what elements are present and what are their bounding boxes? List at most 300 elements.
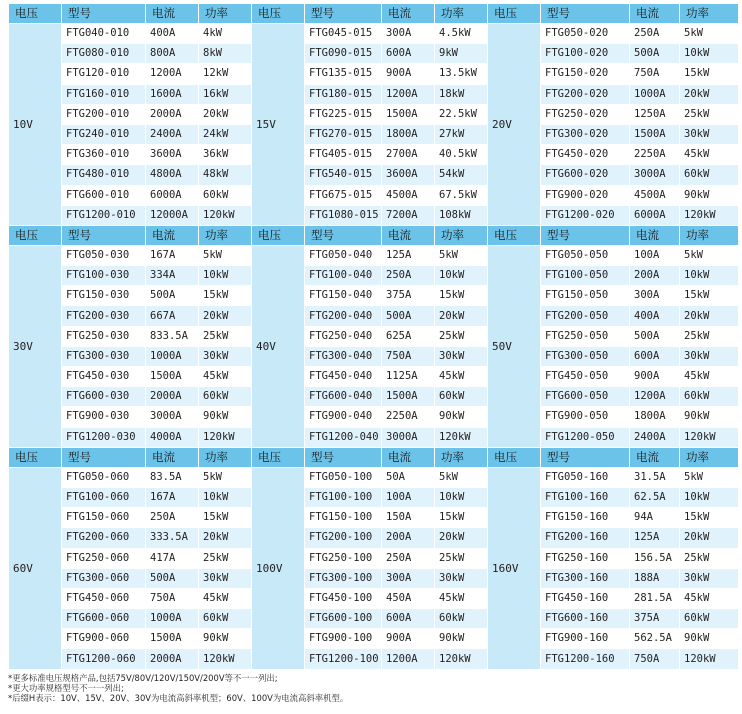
power-cell: 45kW	[680, 145, 739, 165]
current-header: 电流	[382, 225, 435, 245]
table-row	[9, 84, 739, 104]
power-cell: 24kW	[199, 124, 252, 144]
power-cell: 20kW	[199, 528, 252, 548]
power-cell: 45kW	[435, 367, 488, 387]
power-cell: 120kW	[435, 649, 488, 669]
model-cell: FTG600-040	[305, 387, 382, 407]
footnotes	[8, 673, 738, 704]
model-header: 型号	[305, 225, 382, 245]
power-cell: 20kW	[680, 306, 739, 326]
model-cell: FTG200-100	[305, 528, 382, 548]
header-row	[9, 4, 739, 24]
power-cell: 15kW	[435, 286, 488, 306]
voltage-cell: 10V	[9, 24, 62, 226]
spec-sheet	[8, 3, 738, 704]
power-header: 功率	[199, 447, 252, 467]
current-cell: 125A	[382, 245, 435, 265]
current-cell: 1250A	[630, 104, 680, 124]
power-cell: 20kW	[199, 104, 252, 124]
model-cell: FTG600-060	[62, 609, 146, 629]
current-cell: 250A	[630, 24, 680, 44]
header-row	[9, 225, 739, 245]
current-header: 电流	[382, 4, 435, 24]
current-cell: 250A	[382, 548, 435, 568]
model-cell: FTG1200-050	[541, 427, 630, 447]
table-row	[9, 588, 739, 608]
power-cell: 67.5kW	[435, 185, 488, 205]
model-cell: FTG050-040	[305, 245, 382, 265]
power-cell: 120kW	[435, 427, 488, 447]
power-cell: 10kW	[435, 266, 488, 286]
model-cell: FTG600-010	[62, 185, 146, 205]
model-cell: FTG450-040	[305, 367, 382, 387]
model-cell: FTG600-100	[305, 609, 382, 629]
current-cell: 300A	[630, 286, 680, 306]
table-row	[9, 609, 739, 629]
model-cell: FTG300-050	[541, 346, 630, 366]
current-cell: 562.5A	[630, 629, 680, 649]
model-cell: FTG1200-040	[305, 427, 382, 447]
current-cell: 600A	[382, 44, 435, 64]
model-cell: FTG200-010	[62, 104, 146, 124]
model-cell: FTG300-060	[62, 568, 146, 588]
current-cell: 900A	[630, 367, 680, 387]
power-cell: 30kW	[680, 124, 739, 144]
power-cell: 8kW	[199, 44, 252, 64]
power-cell: 25kW	[435, 326, 488, 346]
current-cell: 333.5A	[146, 528, 199, 548]
model-cell: FTG250-020	[541, 104, 630, 124]
model-cell: FTG150-020	[541, 64, 630, 84]
current-cell: 334A	[146, 266, 199, 286]
power-header: 功率	[435, 225, 488, 245]
current-cell: 12000A	[146, 205, 199, 225]
current-cell: 1125A	[382, 367, 435, 387]
power-cell: 4kW	[199, 24, 252, 44]
model-cell: FTG250-100	[305, 548, 382, 568]
power-cell: 20kW	[680, 84, 739, 104]
current-cell: 500A	[146, 568, 199, 588]
voltage-cell: 60V	[9, 467, 62, 669]
power-cell: 15kW	[199, 508, 252, 528]
current-cell: 1600A	[146, 84, 199, 104]
power-cell: 90kW	[199, 407, 252, 427]
power-cell: 90kW	[435, 407, 488, 427]
power-cell: 60kW	[199, 387, 252, 407]
current-cell: 500A	[146, 286, 199, 306]
model-cell: FTG540-015	[305, 165, 382, 185]
table-row	[9, 185, 739, 205]
power-cell: 25kW	[680, 326, 739, 346]
power-cell: 54kW	[435, 165, 488, 185]
model-cell: FTG050-020	[541, 24, 630, 44]
current-cell: 167A	[146, 487, 199, 507]
model-cell: FTG1200-060	[62, 649, 146, 669]
current-cell: 7200A	[382, 205, 435, 225]
power-cell: 10kW	[680, 266, 739, 286]
current-cell: 167A	[146, 245, 199, 265]
table-row	[9, 407, 739, 427]
model-cell: FTG450-050	[541, 367, 630, 387]
voltage-header: 电压	[252, 447, 305, 467]
model-cell: FTG150-030	[62, 286, 146, 306]
power-cell: 15kW	[680, 508, 739, 528]
table-row	[9, 467, 739, 487]
current-cell: 2250A	[630, 145, 680, 165]
power-cell: 120kW	[680, 427, 739, 447]
current-cell: 1500A	[630, 124, 680, 144]
power-cell: 30kW	[435, 568, 488, 588]
current-cell: 1800A	[382, 124, 435, 144]
model-cell: FTG450-100	[305, 588, 382, 608]
power-cell: 40.5kW	[435, 145, 488, 165]
current-cell: 800A	[146, 44, 199, 64]
power-cell: 120kW	[680, 649, 739, 669]
model-cell: FTG135-015	[305, 64, 382, 84]
power-cell: 5kW	[680, 467, 739, 487]
current-cell: 450A	[382, 588, 435, 608]
table-row	[9, 326, 739, 346]
current-cell: 375A	[630, 609, 680, 629]
current-cell: 62.5A	[630, 487, 680, 507]
table-row	[9, 649, 739, 669]
power-header: 功率	[199, 4, 252, 24]
table-row	[9, 44, 739, 64]
model-cell: FTG900-100	[305, 629, 382, 649]
model-cell: FTG200-160	[541, 528, 630, 548]
voltage-cell: 50V	[488, 245, 541, 447]
table-row	[9, 306, 739, 326]
model-cell: FTG270-015	[305, 124, 382, 144]
current-cell: 125A	[630, 528, 680, 548]
voltage-header: 电压	[9, 447, 62, 467]
model-cell: FTG050-030	[62, 245, 146, 265]
current-cell: 2400A	[146, 124, 199, 144]
current-cell: 750A	[382, 346, 435, 366]
footnote: *更大功率规格型号不一一列出;	[8, 683, 124, 694]
current-header: 电流	[146, 447, 199, 467]
current-cell: 31.5A	[630, 467, 680, 487]
current-cell: 2000A	[146, 387, 199, 407]
power-cell: 90kW	[199, 629, 252, 649]
power-cell: 5kW	[680, 24, 739, 44]
current-cell: 250A	[382, 266, 435, 286]
current-cell: 900A	[382, 64, 435, 84]
current-cell: 750A	[630, 649, 680, 669]
current-cell: 375A	[382, 286, 435, 306]
power-cell: 25kW	[680, 548, 739, 568]
model-cell: FTG480-010	[62, 165, 146, 185]
voltage-header: 电压	[488, 447, 541, 467]
table-row	[9, 24, 739, 44]
model-cell: FTG405-015	[305, 145, 382, 165]
current-cell: 83.5A	[146, 467, 199, 487]
power-cell: 90kW	[435, 629, 488, 649]
current-cell: 3000A	[382, 427, 435, 447]
model-cell: FTG150-160	[541, 508, 630, 528]
power-cell: 90kW	[680, 629, 739, 649]
model-cell: FTG100-100	[305, 487, 382, 507]
model-cell: FTG450-020	[541, 145, 630, 165]
model-cell: FTG1200-100	[305, 649, 382, 669]
model-cell: FTG300-160	[541, 568, 630, 588]
current-cell: 4000A	[146, 427, 199, 447]
current-cell: 94A	[630, 508, 680, 528]
model-cell: FTG250-030	[62, 326, 146, 346]
table-row	[9, 367, 739, 387]
current-cell: 400A	[146, 24, 199, 44]
current-cell: 900A	[382, 629, 435, 649]
current-cell: 281.5A	[630, 588, 680, 608]
power-cell: 30kW	[680, 568, 739, 588]
model-cell: FTG1200-010	[62, 205, 146, 225]
power-cell: 60kW	[435, 387, 488, 407]
model-cell: FTG120-010	[62, 64, 146, 84]
power-cell: 90kW	[680, 407, 739, 427]
current-cell: 200A	[630, 266, 680, 286]
table-row	[9, 487, 739, 507]
table-row	[9, 124, 739, 144]
current-cell: 50A	[382, 467, 435, 487]
power-cell: 5kW	[435, 467, 488, 487]
power-cell: 25kW	[199, 326, 252, 346]
voltage-header: 电压	[252, 225, 305, 245]
current-cell: 500A	[630, 326, 680, 346]
model-cell: FTG300-100	[305, 568, 382, 588]
current-cell: 600A	[382, 609, 435, 629]
power-cell: 15kW	[199, 286, 252, 306]
power-cell: 48kW	[199, 165, 252, 185]
model-cell: FTG040-010	[62, 24, 146, 44]
current-cell: 2000A	[146, 104, 199, 124]
table-row	[9, 629, 739, 649]
table-row	[9, 245, 739, 265]
power-cell: 30kW	[199, 568, 252, 588]
model-cell: FTG100-030	[62, 266, 146, 286]
power-cell: 90kW	[680, 185, 739, 205]
model-cell: FTG150-060	[62, 508, 146, 528]
current-cell: 1500A	[382, 387, 435, 407]
power-cell: 10kW	[435, 487, 488, 507]
power-cell: 30kW	[199, 346, 252, 366]
model-header: 型号	[62, 225, 146, 245]
power-cell: 20kW	[680, 528, 739, 548]
model-cell: FTG900-050	[541, 407, 630, 427]
current-header: 电流	[382, 447, 435, 467]
model-cell: FTG600-020	[541, 165, 630, 185]
model-cell: FTG600-050	[541, 387, 630, 407]
model-cell: FTG100-060	[62, 487, 146, 507]
power-cell: 25kW	[435, 548, 488, 568]
voltage-cell: 100V	[252, 467, 305, 669]
table-row	[9, 568, 739, 588]
power-cell: 60kW	[680, 387, 739, 407]
power-cell: 13.5kW	[435, 64, 488, 84]
current-cell: 150A	[382, 508, 435, 528]
current-header: 电流	[630, 225, 680, 245]
model-cell: FTG045-015	[305, 24, 382, 44]
power-cell: 120kW	[680, 205, 739, 225]
voltage-cell: 20V	[488, 24, 541, 226]
current-cell: 100A	[382, 487, 435, 507]
voltage-header: 电压	[9, 4, 62, 24]
current-header: 电流	[630, 4, 680, 24]
power-header: 功率	[199, 225, 252, 245]
current-cell: 833.5A	[146, 326, 199, 346]
footnote: *后缀H表示：10V、15V、20V、30V为电流高斜率机型；60V、100V为电流高斜率机型。	[8, 693, 349, 704]
spec-table	[8, 3, 739, 670]
current-cell: 667A	[146, 306, 199, 326]
table-row	[9, 205, 739, 225]
table-row	[9, 508, 739, 528]
model-cell: FTG050-160	[541, 467, 630, 487]
model-cell: FTG300-030	[62, 346, 146, 366]
power-header: 功率	[680, 4, 739, 24]
current-cell: 750A	[630, 64, 680, 84]
current-header: 电流	[146, 4, 199, 24]
power-cell: 5kW	[680, 245, 739, 265]
model-cell: FTG1200-030	[62, 427, 146, 447]
table-row	[9, 266, 739, 286]
power-cell: 108kW	[435, 205, 488, 225]
model-cell: FTG100-050	[541, 266, 630, 286]
current-cell: 188A	[630, 568, 680, 588]
model-cell: FTG150-100	[305, 508, 382, 528]
voltage-cell: 30V	[9, 245, 62, 447]
voltage-cell: 40V	[252, 245, 305, 447]
power-cell: 20kW	[435, 306, 488, 326]
model-cell: FTG160-010	[62, 84, 146, 104]
table-row	[9, 165, 739, 185]
current-cell: 1200A	[146, 64, 199, 84]
model-cell: FTG360-010	[62, 145, 146, 165]
model-cell: FTG1200-160	[541, 649, 630, 669]
current-cell: 3000A	[630, 165, 680, 185]
power-cell: 9kW	[435, 44, 488, 64]
voltage-header: 电压	[488, 4, 541, 24]
model-cell: FTG300-040	[305, 346, 382, 366]
current-cell: 2000A	[146, 649, 199, 669]
current-cell: 1000A	[146, 609, 199, 629]
footnote: *更多标准电压规格产品,包括75V/80V/120V/150V/200V等不一一列出;	[8, 672, 278, 683]
power-cell: 60kW	[435, 609, 488, 629]
model-cell: FTG675-015	[305, 185, 382, 205]
model-cell: FTG100-040	[305, 266, 382, 286]
power-cell: 5kW	[199, 467, 252, 487]
power-cell: 10kW	[199, 266, 252, 286]
current-cell: 1500A	[146, 367, 199, 387]
power-cell: 5kW	[435, 245, 488, 265]
power-cell: 15kW	[680, 64, 739, 84]
voltage-cell: 160V	[488, 467, 541, 669]
current-cell: 400A	[630, 306, 680, 326]
table-row	[9, 104, 739, 124]
power-cell: 45kW	[199, 588, 252, 608]
power-cell: 22.5kW	[435, 104, 488, 124]
power-cell: 10kW	[680, 487, 739, 507]
power-cell: 45kW	[680, 588, 739, 608]
table-row	[9, 548, 739, 568]
model-cell: FTG050-050	[541, 245, 630, 265]
current-cell: 600A	[630, 346, 680, 366]
model-cell: FTG150-040	[305, 286, 382, 306]
power-cell: 27kW	[435, 124, 488, 144]
current-cell: 1200A	[630, 387, 680, 407]
model-cell: FTG100-020	[541, 44, 630, 64]
power-cell: 30kW	[435, 346, 488, 366]
model-cell: FTG180-015	[305, 84, 382, 104]
power-cell: 120kW	[199, 649, 252, 669]
current-cell: 2700A	[382, 145, 435, 165]
model-cell: FTG450-060	[62, 588, 146, 608]
model-cell: FTG200-020	[541, 84, 630, 104]
current-cell: 1000A	[630, 84, 680, 104]
model-cell: FTG900-030	[62, 407, 146, 427]
power-cell: 120kW	[199, 427, 252, 447]
model-cell: FTG450-030	[62, 367, 146, 387]
current-header: 电流	[630, 447, 680, 467]
power-cell: 20kW	[435, 528, 488, 548]
power-cell: 10kW	[199, 487, 252, 507]
current-cell: 1200A	[382, 84, 435, 104]
model-cell: FTG200-060	[62, 528, 146, 548]
power-cell: 25kW	[199, 548, 252, 568]
power-cell: 60kW	[199, 609, 252, 629]
model-cell: FTG600-030	[62, 387, 146, 407]
power-cell: 18kW	[435, 84, 488, 104]
table-row	[9, 528, 739, 548]
current-cell: 1000A	[146, 346, 199, 366]
current-cell: 500A	[630, 44, 680, 64]
current-cell: 300A	[382, 24, 435, 44]
model-cell: FTG050-060	[62, 467, 146, 487]
table-row	[9, 286, 739, 306]
model-cell: FTG200-030	[62, 306, 146, 326]
power-cell: 45kW	[435, 588, 488, 608]
power-header: 功率	[435, 447, 488, 467]
model-cell: FTG250-160	[541, 548, 630, 568]
model-cell: FTG900-040	[305, 407, 382, 427]
model-cell: FTG900-060	[62, 629, 146, 649]
current-cell: 417A	[146, 548, 199, 568]
voltage-header: 电压	[252, 4, 305, 24]
power-cell: 45kW	[680, 367, 739, 387]
power-cell: 16kW	[199, 84, 252, 104]
current-cell: 4500A	[630, 185, 680, 205]
model-header: 型号	[62, 447, 146, 467]
current-header: 电流	[146, 225, 199, 245]
model-header: 型号	[541, 225, 630, 245]
model-header: 型号	[541, 447, 630, 467]
model-cell: FTG250-060	[62, 548, 146, 568]
voltage-header: 电压	[488, 225, 541, 245]
current-cell: 3000A	[146, 407, 199, 427]
model-cell: FTG1080-015	[305, 205, 382, 225]
power-header: 功率	[680, 447, 739, 467]
table-row	[9, 387, 739, 407]
power-cell: 120kW	[199, 205, 252, 225]
model-cell: FTG200-050	[541, 306, 630, 326]
voltage-header: 电压	[9, 225, 62, 245]
current-cell: 2400A	[630, 427, 680, 447]
current-cell: 1500A	[382, 104, 435, 124]
model-cell: FTG240-010	[62, 124, 146, 144]
power-header: 功率	[680, 225, 739, 245]
current-cell: 1500A	[146, 629, 199, 649]
current-cell: 300A	[382, 568, 435, 588]
current-cell: 2250A	[382, 407, 435, 427]
model-cell: FTG900-160	[541, 629, 630, 649]
